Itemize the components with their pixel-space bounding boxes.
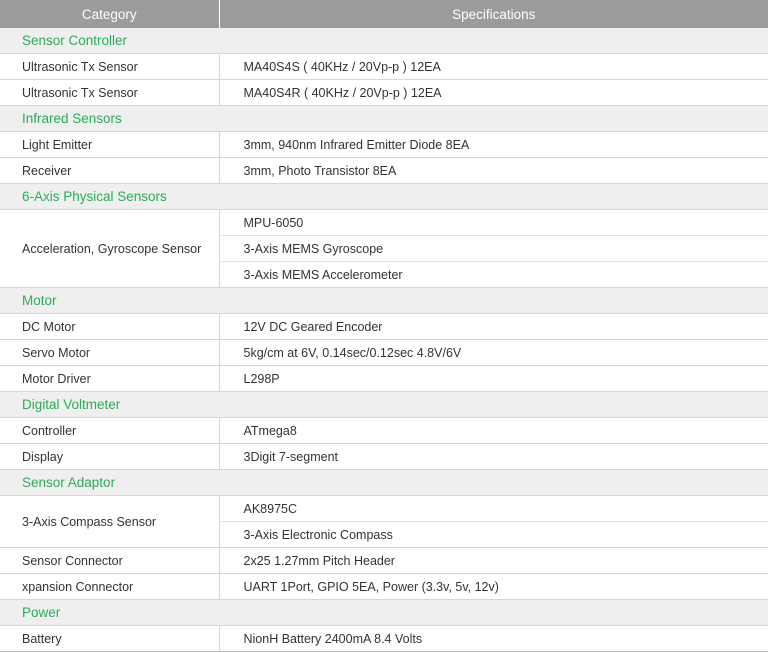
spec-cell: L298P [219, 366, 768, 392]
section-row [0, 184, 768, 210]
section-row [0, 28, 768, 54]
category-cell: DC Motor [0, 314, 219, 340]
spec-cell: MA40S4S ( 40KHz / 20Vp-p ) 12EA [219, 54, 768, 80]
section-power: Power [0, 600, 768, 626]
spec-cell: NionH Battery 2400mA 8.4 Volts [219, 626, 768, 652]
section-infrared-sensors: Infrared Sensors [0, 106, 768, 132]
table-row [0, 444, 768, 470]
category-cell: Display [0, 444, 219, 470]
section-row [0, 470, 768, 496]
spec-cell: MA40S4R ( 40KHz / 20Vp-p ) 12EA [219, 80, 768, 106]
spec-cell: 3-Axis MEMS Accelerometer [219, 262, 768, 288]
section-row [0, 288, 768, 314]
category-cell: Receiver [0, 158, 219, 184]
section-row [0, 600, 768, 626]
table-row [0, 210, 768, 236]
table-row [0, 132, 768, 158]
table-row [0, 158, 768, 184]
table-header [0, 0, 768, 28]
table-row [0, 80, 768, 106]
table-row [0, 54, 768, 80]
table-row [0, 366, 768, 392]
category-cell: Motor Driver [0, 366, 219, 392]
category-cell: 3-Axis Compass Sensor [0, 496, 219, 548]
section-sensor-adaptor: Sensor Adaptor [0, 470, 768, 496]
section-six-axis: 6-Axis Physical Sensors [0, 184, 768, 210]
spec-cell: 3-Axis Electronic Compass [219, 522, 768, 548]
category-cell: Controller [0, 418, 219, 444]
section-digital-voltmeter: Digital Voltmeter [0, 392, 768, 418]
spec-cell: 3Digit 7-segment [219, 444, 768, 470]
table-row [0, 574, 768, 600]
category-cell: Battery [0, 626, 219, 652]
header-specifications: Specifications [219, 0, 768, 28]
section-motor: Motor [0, 288, 768, 314]
spec-cell: 12V DC Geared Encoder [219, 314, 768, 340]
spec-cell: 3mm, Photo Transistor 8EA [219, 158, 768, 184]
table-row [0, 314, 768, 340]
table-row [0, 626, 768, 652]
spec-cell: AK8975C [219, 496, 768, 522]
table-row [0, 496, 768, 522]
section-row [0, 106, 768, 132]
section-sensor-controller: Sensor Controller [0, 28, 768, 54]
spec-cell: 3mm, 940nm Infrared Emitter Diode 8EA [219, 132, 768, 158]
spec-cell: 5kg/cm at 6V, 0.14sec/0.12sec 4.8V/6V [219, 340, 768, 366]
spec-cell: ATmega8 [219, 418, 768, 444]
spec-cell: 2x25 1.27mm Pitch Header [219, 548, 768, 574]
section-row [0, 392, 768, 418]
table-row [0, 418, 768, 444]
header-category: Category [0, 0, 219, 28]
category-cell: Servo Motor [0, 340, 219, 366]
spec-cell: UART 1Port, GPIO 5EA, Power (3.3v, 5v, 12v) [219, 574, 768, 600]
table-row [0, 340, 768, 366]
category-cell: xpansion Connector [0, 574, 219, 600]
category-cell: Sensor Connector [0, 548, 219, 574]
spec-cell: MPU-6050 [219, 210, 768, 236]
category-cell: Ultrasonic Tx Sensor [0, 80, 219, 106]
category-cell: Light Emitter [0, 132, 219, 158]
table-row [0, 548, 768, 574]
category-cell: Ultrasonic Tx Sensor [0, 54, 219, 80]
spec-cell: 3-Axis MEMS Gyroscope [219, 236, 768, 262]
category-cell: Acceleration, Gyroscope Sensor [0, 210, 219, 288]
